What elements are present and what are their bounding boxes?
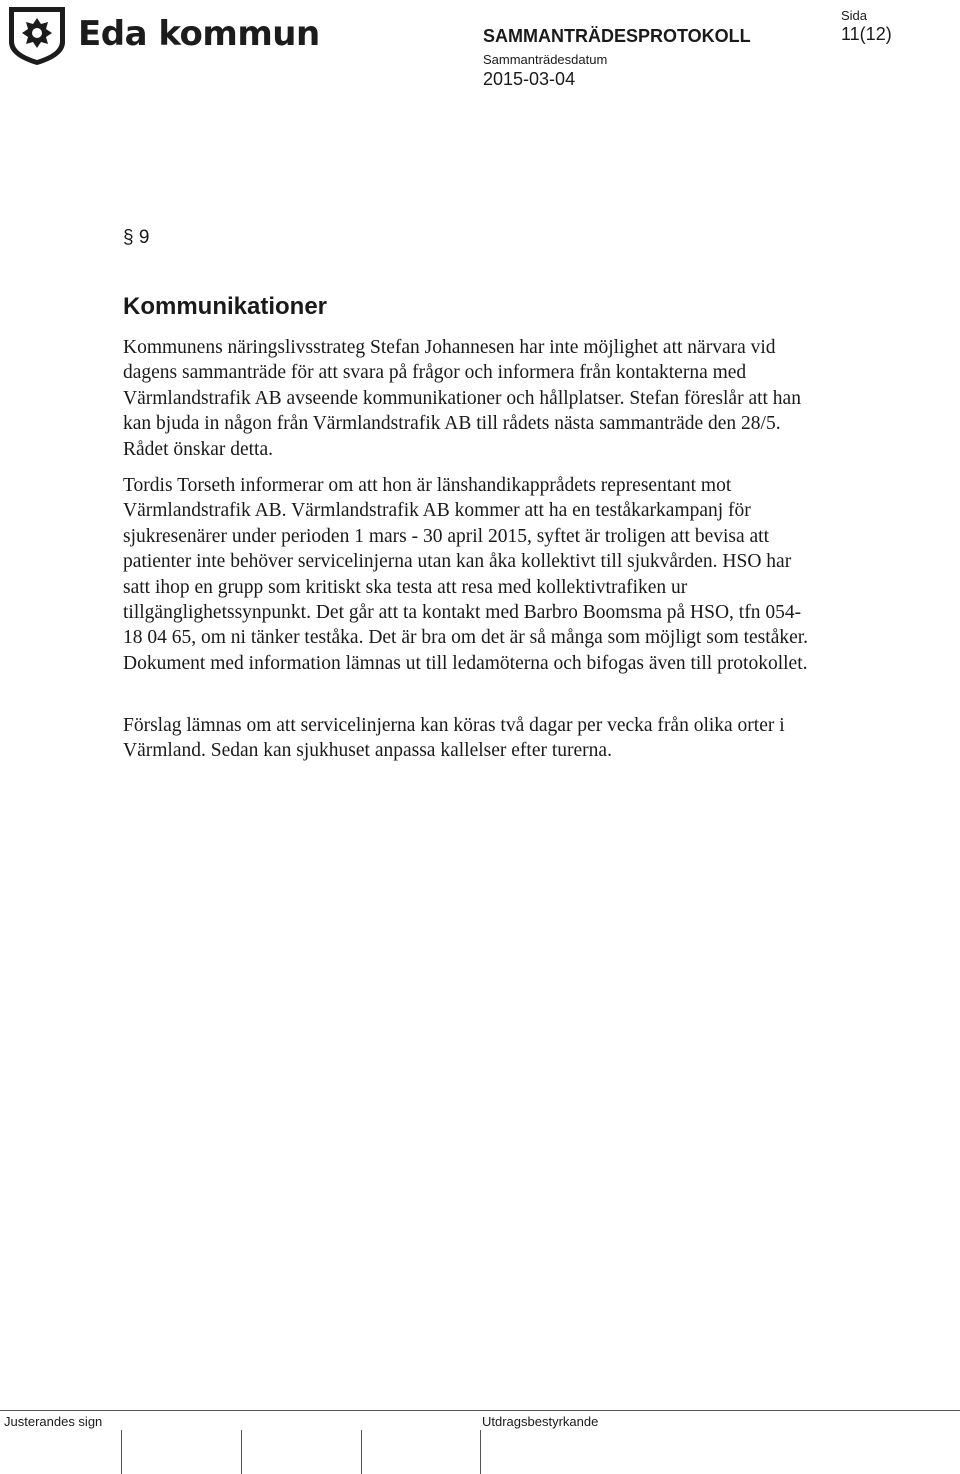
footer-divider	[0, 1410, 960, 1411]
municipal-coat-of-arms-icon	[7, 4, 67, 66]
footer-signature-label: Justerandes sign	[4, 1414, 103, 1429]
signature-box-divider	[480, 1430, 481, 1474]
signature-box-divider	[241, 1430, 242, 1474]
signature-box-divider	[361, 1430, 362, 1474]
paragraph: Kommunens näringslivsstrateg Stefan Johannesen har inte möjlighet att närvara vid dagens sammanträde för att svara på frågor och informera från kontakterna med Värmlandstrafik AB avseende kommunikationer och hållplatser. Stefan föreslår att han kan bjuda in någon från Värmlandstrafik AB till rådets nästa sammanträde den 28/5. Rådet önskar detta.	[123, 337, 801, 460]
paragraph: Tordis Torseth informerar om att hon är länshandikapprådets representant mot Värmlandstrafik AB. Värmlandstrafik AB kommer att ha en teståkarkampanj för sjukresenärer under perioden 1 mars - 30 april 2015, syftet är troligen att bevisa att patienter inte behöver servicelinjerna utan kan åka kollektivt till sjukvården. HSO har satt ihop en grupp som kritiskt ska testa att resa med kollektivtrafiken ur tillgänglighetssynpunkt. Det går att ta kontakt med Barbro Boomsma på HSO, tfn 054-18 04 65, om ni tänker teståka. Det är bra om det är så många som möjligt som teståker. Dokument med information lämnas ut till ledamöterna och bifogas även till protokollet.	[123, 475, 809, 674]
page-number: 11(12)	[841, 24, 892, 44]
date-label: Sammanträdesdatum	[483, 52, 608, 67]
brand-name: Eda kommun	[78, 14, 320, 54]
page-label: Sida	[841, 8, 868, 23]
footer-certification-label: Utdragsbestyrkande	[482, 1414, 599, 1429]
section-heading: Kommunikationer	[123, 293, 328, 320]
document-title: SAMMANTRÄDESPROTOKOLL	[483, 26, 751, 46]
signature-box-divider	[121, 1430, 122, 1474]
section-number: § 9	[123, 227, 150, 248]
paragraph: Förslag lämnas om att servicelinjerna kan köras två dagar per vecka från olika orter i Värmland. Sedan kan sjukhuset anpassa kallelser efter turerna.	[123, 715, 785, 762]
meeting-date: 2015-03-04	[483, 69, 576, 89]
